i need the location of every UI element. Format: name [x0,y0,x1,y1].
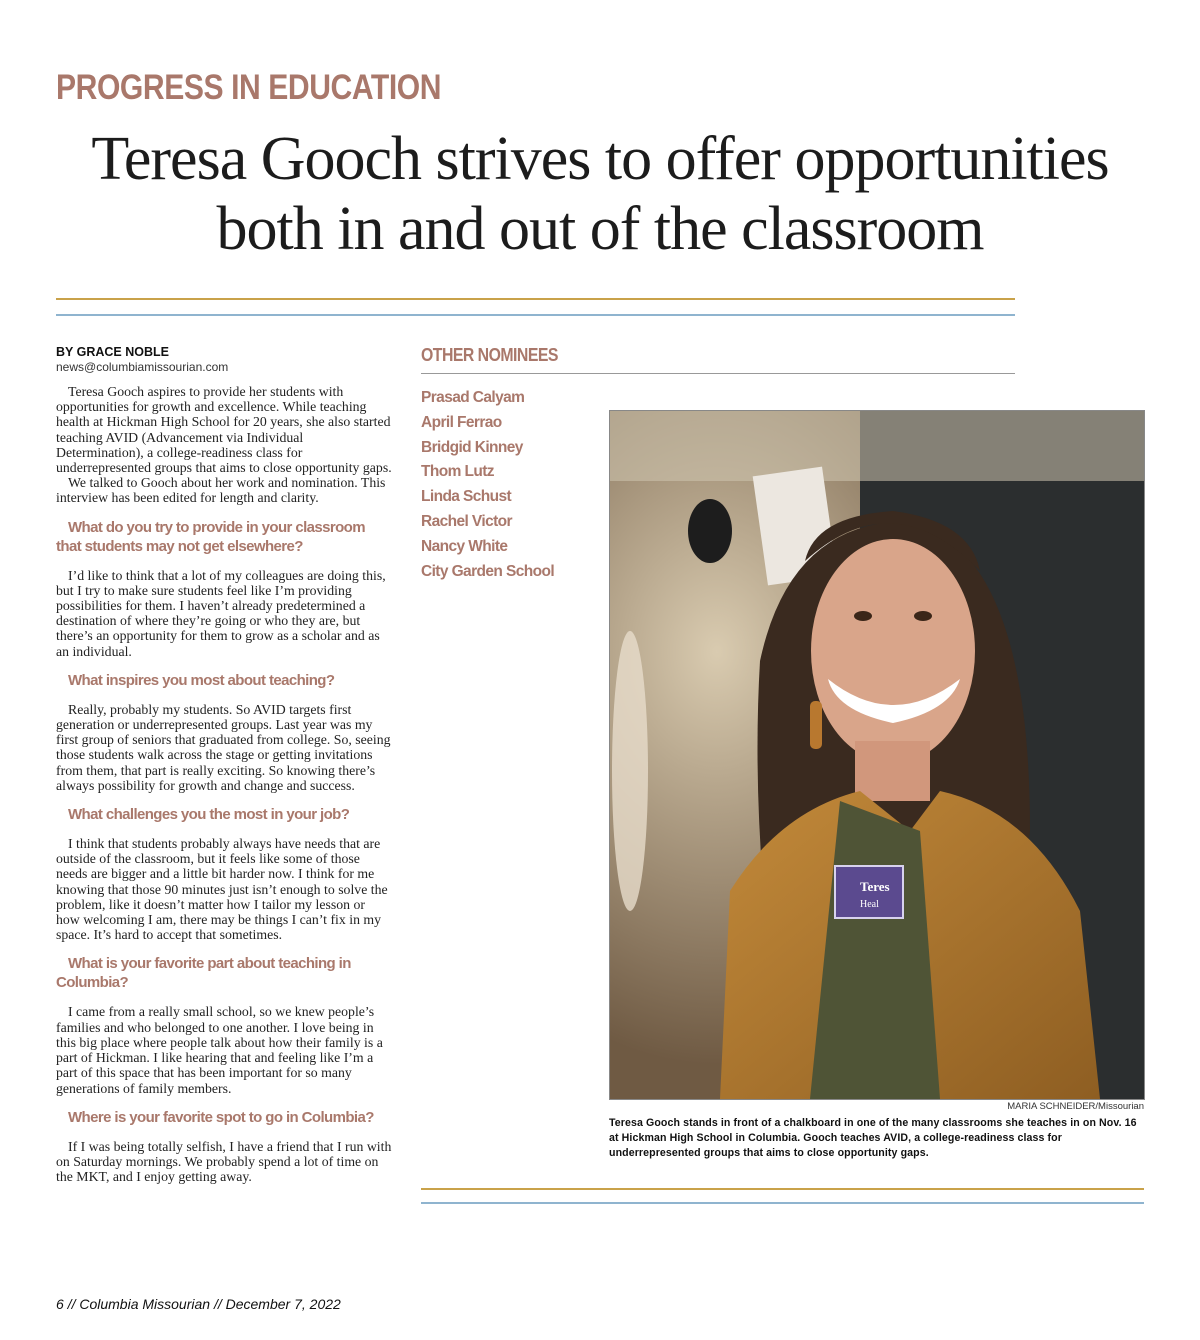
nominee-item: Linda Schust [421,488,512,506]
nominee-item: Rachel Victor [421,512,512,530]
intro-paragraph: We talked to Gooch about her work and nomination. This interview has been edited for length and clarity. [56,475,386,506]
headline-rule-gold [56,298,1015,300]
question-heading: What is your favorite part about teaching in Columbia? [56,955,351,992]
question-heading: What do you try to provide in your classroom that students may not get elsewhere? [56,518,365,555]
byline: BY GRACE NOBLE [56,345,169,359]
answer-paragraph: Really, probably my students. So AVID targets first generation or underrepresented groups. Last year was my first group of seniors that graduated from college. So, seeing those students walk across the stage or getting invitations from them, that part is really exciting. So knowing there’s always possibility for growth and change and success. [56,701,391,793]
intro-paragraph: Teresa Gooch aspires to provide her students with opportunities for growth and excellence. While teaching health at Hickman High School for 20 years, she also started teaching AVID (Advancement via Individual Determination), a college-readiness class for underrepresented groups that aims to close opportunity gaps. [56,384,392,476]
answer-paragraph: I’d like to think that a lot of my colleagues are doing this, but I try to make sure students feel like I’m providing possibilities for them. I haven’t already predetermined a destination of where they’re going or who they are, but there’s an opportunity for them to grow as a scholar and as an individual. [56,567,386,659]
name-badge-text: Heal [860,899,879,910]
headline [40,124,1160,264]
headline-line-2: both in and out of the classroom [216,195,984,263]
question-heading: What challenges you the most in your job? [68,806,350,824]
bottom-rule-gold [421,1188,1144,1190]
article-body [56,384,392,1184]
nominees-rule [421,373,1015,374]
answer-paragraph: I think that students probably always have needs that are outside of the classroom, but it feels like some of those needs are bigger and a little bit harder now. I think for me knowing that those 90 minutes just isn’t enough to solve the problem, like it doesn’t matter how I tailor my lesson or how welcoming I am, there may be things I can’t fix in my space. It’s hard to accept that sometimes. [56,836,388,943]
section-kicker: PROGRESS IN EDUCATION [56,68,442,107]
photo-illustration [610,411,1144,1099]
headline-line-1: Teresa Gooch strives to offer opportunities [91,125,1109,193]
nominees-list [421,386,554,584]
nominee-item: April Ferrao [421,413,502,431]
author-email: news@columbiamissourian.com [56,360,229,374]
answer-paragraph: If I was being totally selfish, I have a friend that I run with on Saturday mornings. We probably spend a lot of time on the MKT, and I enjoy getting away. [56,1138,392,1185]
nominee-item: City Garden School [421,562,555,580]
photo-credit: MARIA SCHNEIDER/Missourian [1007,1101,1144,1112]
nominee-item: Thom Lutz [421,463,494,481]
other-nominees-title: OTHER NOMINEES [421,345,558,365]
nominee-item: Bridgid Kinney [421,438,523,456]
teacher-photo [609,410,1145,1100]
name-badge-text: Teres [860,879,890,894]
headline-rule-blue [56,314,1015,316]
bottom-rule-blue [421,1202,1144,1204]
nominee-item: Nancy White [421,537,508,555]
page-footer: 6 // Columbia Missourian // December 7, 2022 [56,1296,341,1312]
answer-paragraph: I came from a really small school, so we knew people’s families and who belonged to one another. I love being in this big place where people talk about how their family is a part of Hickman. I like hearing that and feeling like I’m a part of this space that has been important for so many generations of family members. [56,1004,383,1096]
photo-caption: Teresa Gooch stands in front of a chalkboard in one of the many classrooms she teaches in on Nov. 16 at Hickman High School in Columbia. Gooch teaches AVID, a college-readiness class for underrepresented groups that aims to close opportunity gaps. [609,1117,1137,1159]
question-heading: Where is your favorite spot to go in Columbia? [68,1108,374,1126]
question-heading: What inspires you most about teaching? [68,671,335,689]
nominee-item: Prasad Calyam [421,389,525,406]
